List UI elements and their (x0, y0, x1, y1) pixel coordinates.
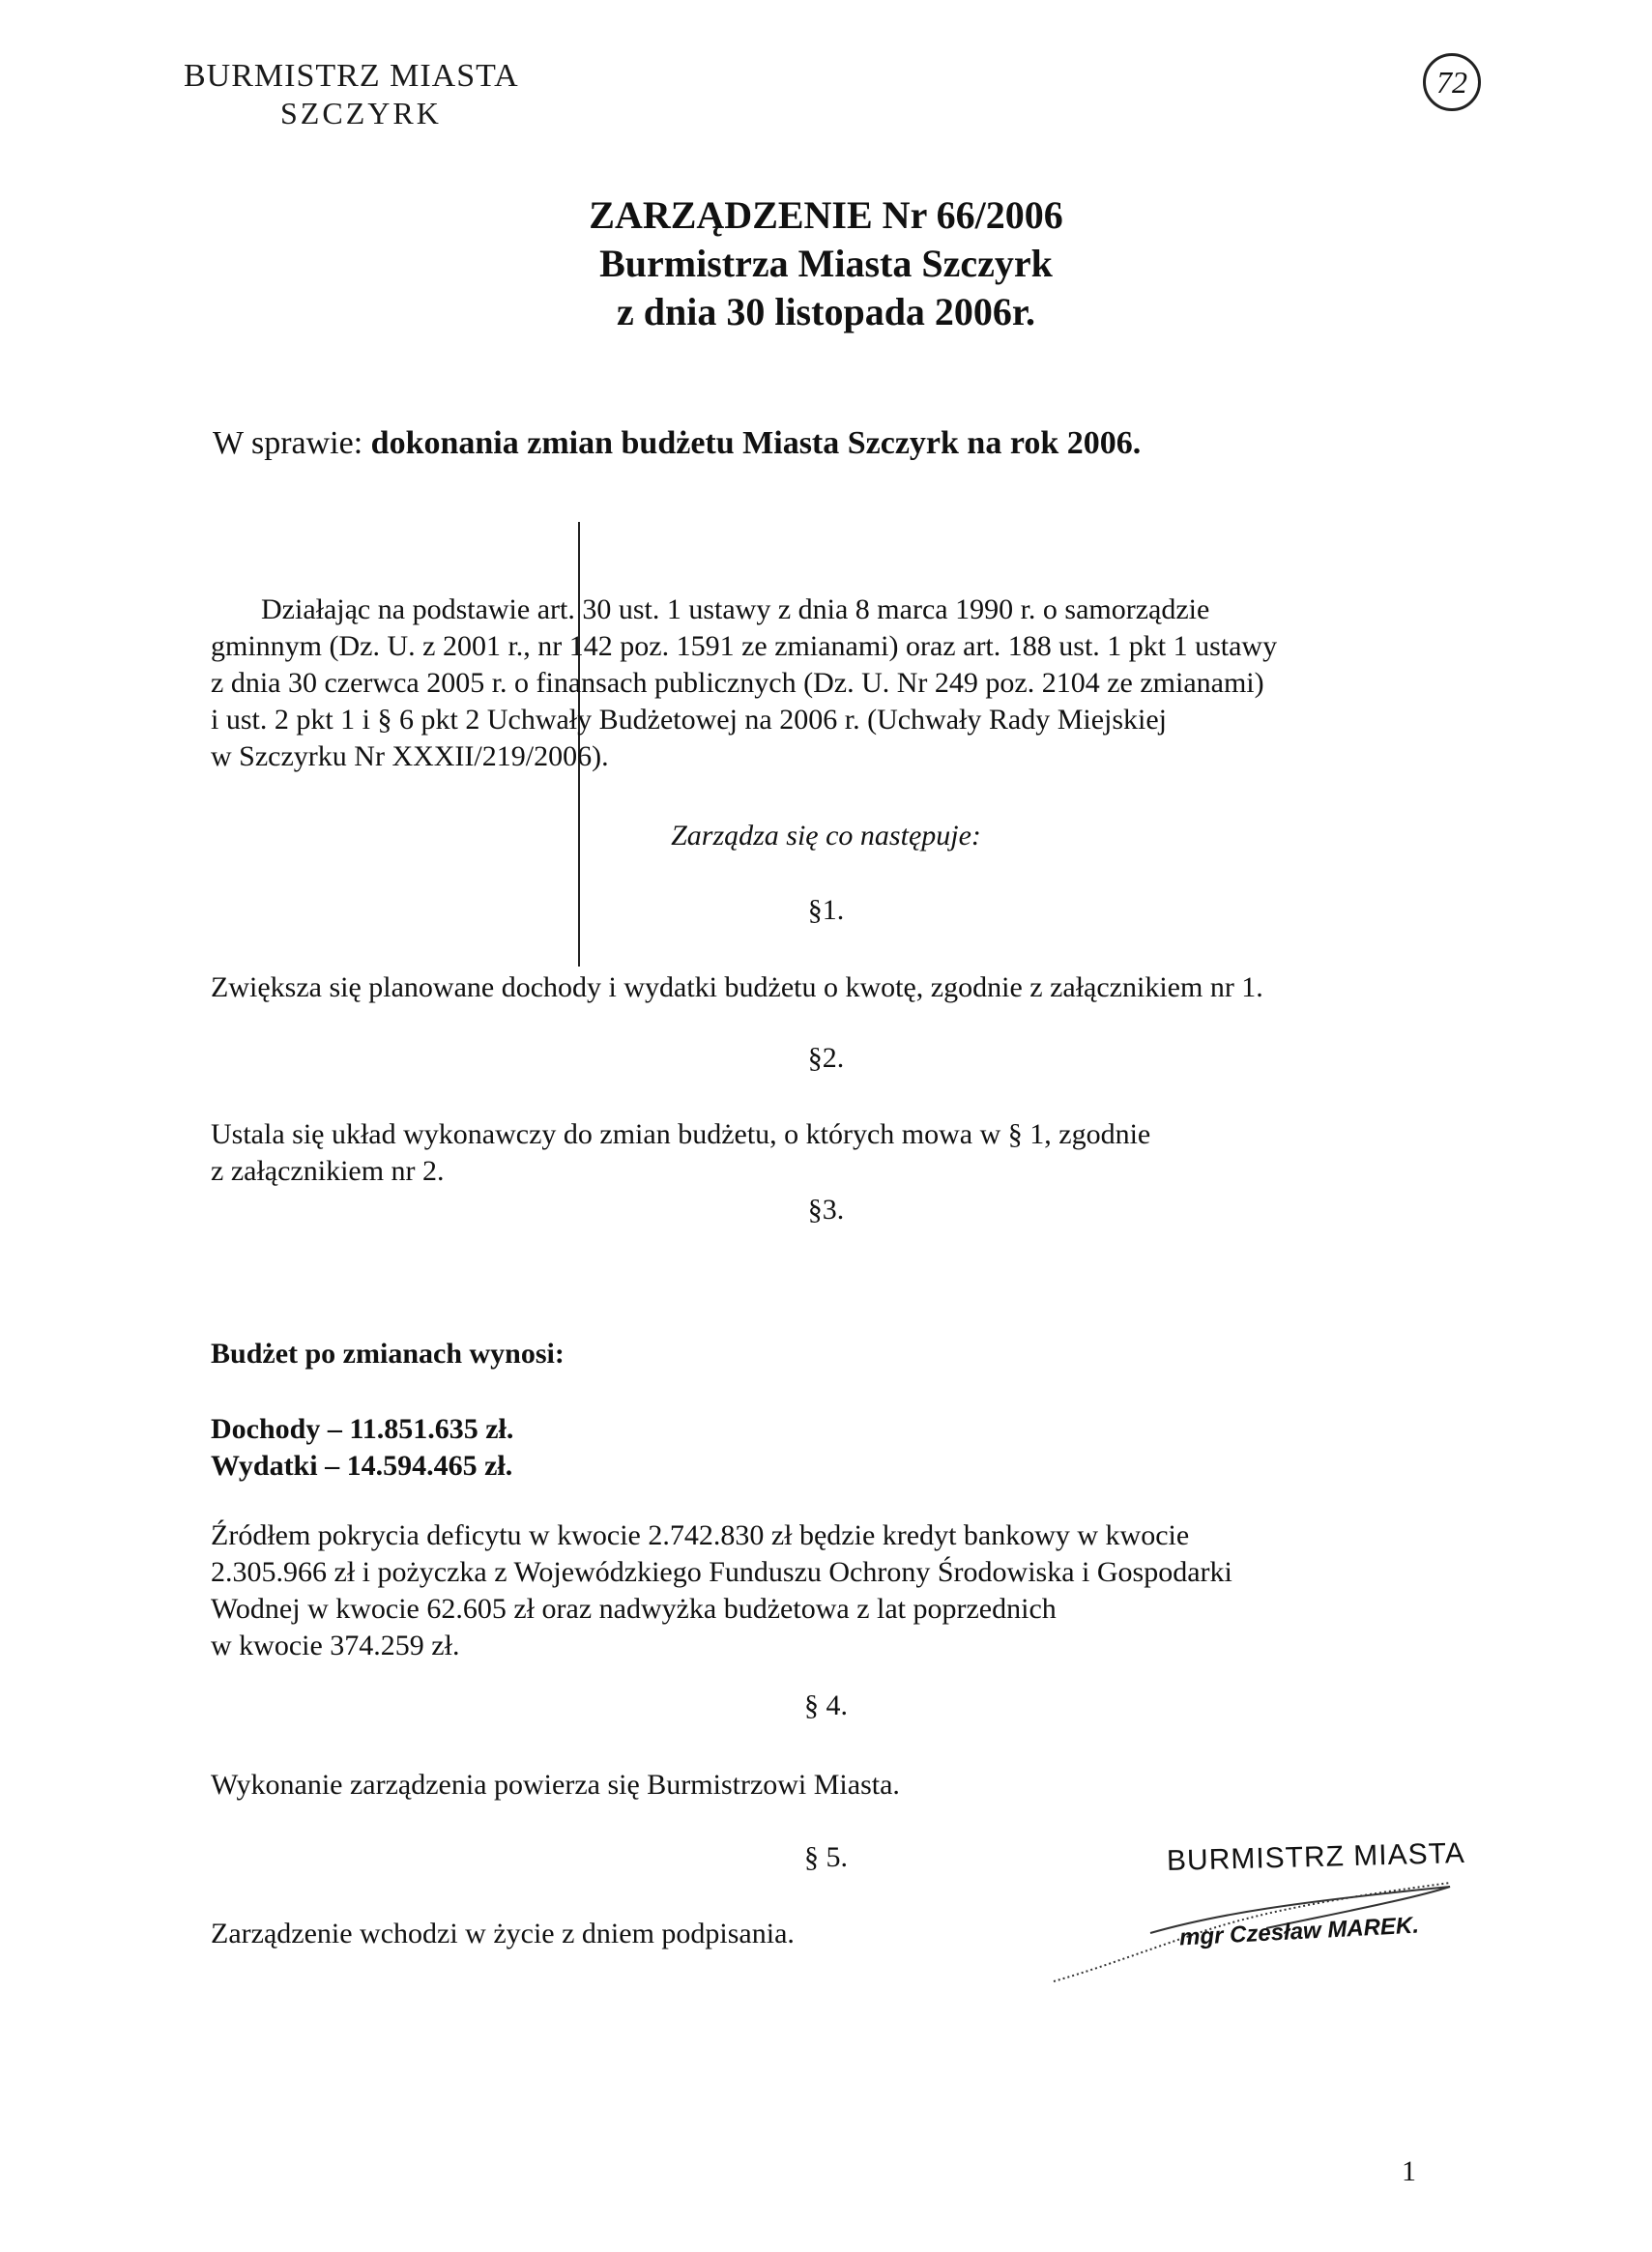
deficit-line4: w kwocie 374.259 zł. (211, 1630, 460, 1661)
section5-title: § 5. (804, 1841, 848, 1873)
section3-title: §3. (807, 1194, 845, 1226)
deficit-line3: Wodnej w kwocie 62.605 zł oraz nadwyżka budżetowa z lat poprzednich (211, 1593, 1057, 1625)
section1-title: §1. (807, 894, 845, 926)
ordered-text: Zarządza się co następuje: (671, 820, 981, 852)
section2-title: §2. (807, 1042, 845, 1074)
preamble-line1: Działając na podstawie art. 30 ust. 1 ustawy z dnia 8 marca 1990 r. o samorządzie (261, 593, 1210, 625)
subject-prefix: W sprawie: (213, 425, 371, 461)
deficit-line2: 2.305.966 zł i pożyczka z Wojewódzkiego Funduszu Ochrony Środowiska i Gospodarki (211, 1556, 1232, 1588)
issuer-stamp-line1: BURMISTRZ MIASTA (184, 58, 519, 94)
ordered-heading (0, 820, 1652, 852)
document-title (0, 191, 1652, 336)
subject-text: dokonania zmian budżetu Miasta Szczyrk na rok 2006. (370, 425, 1142, 461)
title-line2: Burmistrza Miasta Szczyrk (599, 242, 1053, 285)
budget-expenses: Wydatki – 14.594.465 zł. (211, 1450, 513, 1482)
section2-text (211, 1116, 1429, 1190)
deficit-line1: Źródłem pokrycia deficytu w kwocie 2.742.830 zł będzie kredyt bankowy w kwocie (211, 1519, 1190, 1551)
signature-stamp: BURMISTRZ MIASTA (1166, 1836, 1466, 1878)
preamble-line3: z dnia 30 czerwca 2005 r. o finansach publicznych (Dz. U. Nr 249 poz. 2104 ze zmianami) (211, 667, 1264, 699)
budget-income: Dochody – 11.851.635 zł. (211, 1413, 514, 1445)
section4-title: § 4. (804, 1689, 848, 1721)
preamble-line5: w Szczyrku Nr XXXII/219/2006). (211, 740, 609, 772)
preamble-line4: i ust. 2 pkt 1 i § 6 pkt 2 Uchwały Budżetowej na 2006 r. (Uchwały Rady Miejskiej (211, 704, 1168, 736)
section4-text: Wykonanie zarządzenia powierza się Burmistrzowi Miasta. (211, 1769, 900, 1801)
deficit-paragraph (211, 1517, 1427, 1664)
page-number: 1 (1402, 2155, 1416, 2187)
title-line1: ZARZĄDZENIE Nr 66/2006 (589, 193, 1063, 237)
budget-heading: Budżet po zmianach wynosi: (211, 1338, 565, 1370)
issuer-stamp (184, 58, 519, 131)
title-line3: z dnia 30 listopada 2006r. (616, 290, 1036, 333)
handwritten-page-badge: 72 (1423, 53, 1481, 111)
subject-line (213, 425, 1141, 462)
section2-line2: z załącznikiem nr 2. (211, 1155, 445, 1187)
issuer-stamp-line2: SZCZYRK (280, 96, 442, 130)
signatory-name: mgr Czesław MAREK. (1178, 1912, 1420, 1951)
section2-line1: Ustala się układ wykonawczy do zmian budżetu, o których mowa w § 1, zgodnie (211, 1118, 1151, 1150)
section1-text: Zwiększa się planowane dochody i wydatki budżetu o kwotę, zgodnie z załącznikiem nr 1. (211, 971, 1263, 1003)
section5-text: Zarządzenie wchodzi w życie z dniem podpisania. (211, 1918, 795, 1949)
preamble-line2: gminnym (Dz. U. z 2001 r., nr 142 poz. 1591 ze zmianami) oraz art. 188 ust. 1 pkt 1 ustawy (211, 630, 1278, 662)
legal-basis-paragraph (211, 592, 1427, 775)
